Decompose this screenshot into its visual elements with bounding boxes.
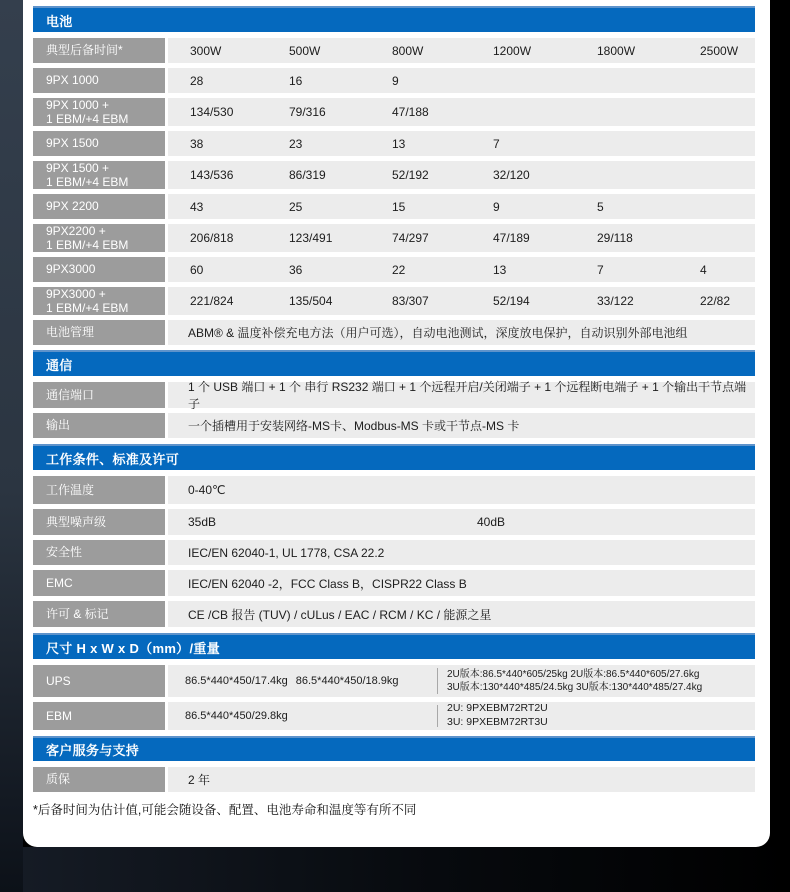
conditions-section-header: 工作条件、标准及许可: [33, 444, 755, 470]
runtime-row-9px1500-ebm: [33, 161, 755, 189]
row-content: [168, 38, 755, 63]
runtime-value: 47/189: [493, 231, 530, 245]
row-label: 9PX 1000: [33, 68, 165, 93]
page-background-bottom: [0, 847, 790, 892]
col-header: 800W: [392, 43, 424, 58]
runtime-value: 9: [392, 73, 399, 88]
certifications-row: [33, 601, 755, 627]
noise-level-row: [33, 509, 755, 535]
runtime-value: 7: [597, 262, 604, 277]
runtime-value: 123/491: [289, 231, 333, 245]
dimension-value: 2U版本:86.5*440*605/25kg 2U版本:86.5*440*605/27.6kg: [447, 668, 700, 680]
runtime-value: 25: [289, 199, 303, 214]
runtime-value: 47/188: [392, 105, 429, 119]
row-label: 安全性: [33, 540, 165, 565]
runtime-value: 28: [190, 73, 204, 88]
model-number: 3U: 9PXEBM72RT3U: [447, 716, 548, 728]
row-content: [168, 702, 755, 730]
row-label: EBM: [33, 702, 165, 730]
runtime-value: 43: [190, 199, 204, 214]
row-label: 许可 & 标记: [33, 601, 165, 627]
row-content: IEC/EN 62040-1, UL 1778, CSA 22.2: [168, 540, 755, 565]
runtime-value: 29/118: [597, 231, 633, 245]
model-number: 2U: 9PXEBM72RT2U: [447, 702, 548, 715]
runtime-row-9px3000-ebm: [33, 287, 755, 315]
runtime-value: 9: [493, 199, 500, 214]
runtime-value: 32/120: [493, 168, 530, 182]
col-header: 2500W: [700, 43, 739, 58]
comm-ports-row: [33, 380, 755, 411]
row-label: 9PX 1500 + 1 EBM/+4 EBM: [33, 161, 165, 189]
runtime-value: 52/192: [392, 168, 429, 182]
runtime-value: 143/536: [190, 168, 234, 182]
communication-section-header: 通信: [33, 350, 755, 376]
runtime-value: 38: [190, 136, 204, 151]
runtime-value: 79/316: [289, 105, 326, 119]
noise-value-high: 40dB: [477, 515, 506, 529]
row-content: [168, 161, 755, 189]
row-content: [168, 665, 755, 697]
runtime-value: 13: [392, 136, 406, 151]
warranty-row: [33, 767, 755, 792]
row-label: UPS: [33, 665, 165, 697]
row-label: 9PX 1500: [33, 131, 165, 156]
spec-sheet-panel: [23, 0, 770, 847]
ebm-model-numbers: [438, 702, 548, 730]
row-content: [168, 287, 755, 315]
row-label: 9PX3000 + 1 EBM/+4 EBM: [33, 287, 165, 315]
dimensions-section-header: 尺寸 H x W x D（mm）/重量: [33, 633, 755, 659]
col-header: 1200W: [493, 43, 532, 58]
runtime-value: 206/818: [190, 231, 234, 245]
runtime-value: 60: [190, 262, 204, 277]
row-content: IEC/EN 62040 -2，FCC Class B，CISPR22 Class B: [168, 570, 755, 596]
runtime-value: 5: [597, 199, 604, 214]
safety-row: [33, 540, 755, 565]
runtime-value: 83/307: [392, 294, 429, 308]
service-section-header: 客户服务与支持: [33, 736, 755, 761]
footnote: *后备时间为估计值,可能会随设备、配置、电池寿命和温度等有所不同: [33, 803, 417, 817]
row-label: 工作温度: [33, 476, 165, 504]
runtime-row-9px3000: [33, 257, 755, 282]
runtime-value: 15: [392, 199, 406, 214]
runtime-value: 86/319: [289, 168, 326, 182]
row-content: CE /CB 报告 (TUV) / cULus / EAC / RCM / KC / 能源之星: [168, 601, 755, 627]
ups-dimensions-row: [33, 665, 755, 697]
emc-row: [33, 570, 755, 596]
runtime-row-9px1500: [33, 131, 755, 156]
row-label: 电池管理: [33, 320, 165, 345]
runtime-header-row: [33, 38, 755, 63]
runtime-value: 22: [392, 262, 406, 277]
row-label: 通信端口: [33, 382, 165, 408]
dimension-value: 3U版本:130*440*485/24.5kg 3U版本:130*440*485/27.4kg: [447, 682, 703, 693]
battery-management-row: [33, 320, 755, 345]
dimension-value: 86.5*440*450/29.8kg: [185, 710, 288, 722]
row-content: [168, 257, 755, 282]
runtime-value: 33/122: [597, 294, 634, 308]
row-label: 典型噪声级: [33, 509, 165, 535]
row-label: 9PX3000: [33, 257, 165, 282]
row-label: 9PX 1000 + 1 EBM/+4 EBM: [33, 98, 165, 126]
row-content: ABM® & 温度补偿充电方法（用户可选），自动电池测试，深度放电保护，自动识别外部电池组: [168, 320, 755, 345]
col-header: 300W: [190, 43, 222, 58]
battery-section-header: 电池: [33, 6, 755, 32]
runtime-row-9px1000-ebm: [33, 98, 755, 126]
runtime-value: 22/82: [700, 294, 731, 308]
runtime-row-9px2200-ebm: [33, 224, 755, 252]
runtime-value: 134/530: [190, 105, 234, 119]
noise-value-low: 35dB: [188, 515, 217, 529]
row-content: [168, 194, 755, 219]
runtime-value: 52/194: [493, 294, 530, 308]
row-content: [168, 509, 755, 535]
ups-2u3u-dimensions: [438, 668, 702, 694]
ebm-dimensions-row: [33, 702, 755, 730]
col-header: 1800W: [597, 43, 636, 58]
runtime-value: 7: [493, 136, 500, 151]
runtime-row-9px2200: [33, 194, 755, 219]
dimension-value: 86.5*440*450/17.4kg: [185, 675, 288, 687]
runtime-value: 221/824: [190, 294, 234, 308]
runtime-value: 36: [289, 262, 303, 277]
row-content: [168, 98, 755, 126]
row-content: [168, 131, 755, 156]
runtime-value: 4: [700, 262, 707, 277]
row-label: EMC: [33, 570, 165, 596]
runtime-value: 74/297: [392, 231, 429, 245]
runtime-value: 23: [289, 136, 303, 151]
row-content: 0-40℃: [168, 476, 755, 504]
row-content: [168, 224, 755, 252]
ups-rt-dimensions: [168, 675, 437, 687]
row-content: [168, 68, 755, 93]
row-label: 输出: [33, 413, 165, 438]
row-label: 9PX2200 + 1 EBM/+4 EBM: [33, 224, 165, 252]
row-label: 典型后备时间*: [33, 38, 165, 63]
operating-temp-row: [33, 476, 755, 504]
runtime-value: 13: [493, 262, 507, 277]
runtime-row-9px1000: [33, 68, 755, 93]
left-margin-strip: [0, 0, 23, 892]
row-label: 质保: [33, 767, 165, 792]
output-slot-row: [33, 413, 755, 438]
runtime-value: 135/504: [289, 294, 333, 308]
row-content: 1 个 USB 端口 + 1 个 串行 RS232 端口 + 1 个远程开启/关闭端子 + 1 个远程断电端子 + 1 个输出干节点端子: [168, 382, 755, 408]
col-header: 500W: [289, 43, 321, 58]
row-content: 2 年: [168, 767, 755, 792]
ebm-rt-dimensions: [168, 710, 437, 722]
row-content: 一个插槽用于安装网络-MS卡、Modbus-MS 卡或干节点-MS 卡: [168, 413, 755, 438]
runtime-value: 16: [289, 73, 303, 88]
row-label: 9PX 2200: [33, 194, 165, 219]
dimension-value: 86.5*440*450/18.9kg: [295, 675, 399, 687]
